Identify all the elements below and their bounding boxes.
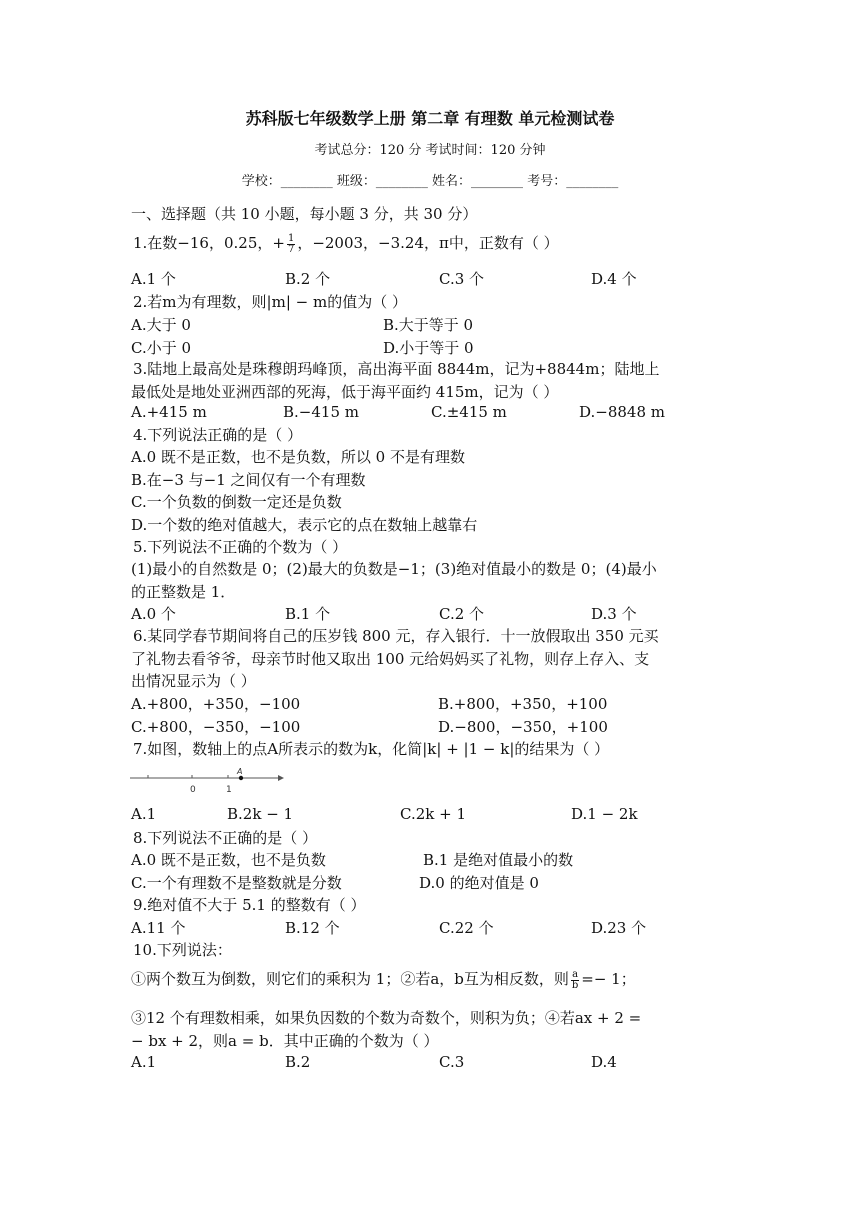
- q3-option-c: C.±415 m: [431, 403, 507, 421]
- question-3-stem-line1: 3.陆地上最高处是珠穆朗玛峰顶，高出海平面 8844m，记为+8844m；陆地上: [133, 360, 660, 378]
- q6-option-d: D.−800，−350，+100: [438, 718, 608, 736]
- q5-option-a: A.0 个: [131, 605, 176, 623]
- q8-option-b: B.1 是绝对值最小的数: [423, 851, 574, 869]
- q10-line1-pre: ①两个数互为倒数，则它们的乘积为 1；②若a，b互为相反数，则: [131, 970, 569, 988]
- q2-option-c: C.小于 0: [131, 339, 192, 357]
- q1-option-c: C.3 个: [439, 270, 485, 288]
- number-line-figure: [128, 764, 288, 796]
- page-title: 苏科版七年级数学上册 第二章 有理数 单元检测试卷: [245, 109, 615, 128]
- q4-option-c: C.一个负数的倒数一定还是负数: [131, 493, 342, 511]
- question-8-stem: 8.下列说法不正确的是（ ）: [133, 829, 318, 847]
- q6-option-a: A.+800，+350，−100: [131, 695, 301, 713]
- q7-option-b: B.2k − 1: [227, 805, 294, 823]
- q8-option-d: D.0 的绝对值是 0: [419, 874, 539, 892]
- q1-frac-den: 7: [287, 243, 295, 255]
- q5-option-b: B.1 个: [285, 605, 331, 623]
- q6-option-c: C.+800，−350，−100: [131, 718, 301, 736]
- q7-option-c: C.2k + 1: [400, 805, 466, 823]
- q8-option-c: C.一个有理数不是整数就是分数: [131, 874, 342, 892]
- exam-info: 考试总分：120 分 考试时间：120 分钟: [314, 143, 546, 158]
- q3-option-a: A.+415 m: [131, 403, 207, 421]
- q7-option-d: D.1 − 2k: [571, 805, 638, 823]
- q10-frac-num: a: [572, 968, 579, 980]
- question-4-stem: 4.下列说法正确的是（ ）: [133, 426, 303, 444]
- q5-option-c: C.2 个: [439, 605, 485, 623]
- q4-option-d: D.一个数的绝对值越大，表示它的点在数轴上越靠右: [131, 516, 478, 534]
- q2-option-d: D.小于等于 0: [383, 339, 474, 357]
- number-line-arrow: [278, 775, 284, 781]
- question-3-stem-line2: 最低处是地处亚洲西部的死海，低于海平面约 415m，记为（ ）: [131, 383, 559, 401]
- q9-option-b: B.12 个: [285, 919, 340, 937]
- question-5-stem: 5.下列说法不正确的个数为（ ）: [133, 538, 348, 556]
- question-5-body-line2: 的正整数是 1．: [131, 583, 236, 601]
- q10-fraction: [571, 970, 579, 991]
- section-title: 一、选择题（共 10 小题，每小题 3 分，共 30 分）: [131, 205, 478, 223]
- q1-option-b: B.2 个: [285, 270, 331, 288]
- q1-stem-post: ，−2003，−3.24，π中，正数有（ ）: [297, 234, 559, 252]
- q10-option-d: D.4: [591, 1053, 617, 1071]
- q10-option-a: A.1: [131, 1053, 157, 1071]
- q8-option-a: A.0 既不是正数，也不是负数: [131, 851, 326, 869]
- tick-label-0: 0: [190, 785, 196, 795]
- q1-fraction: [287, 234, 295, 255]
- q3-option-b: B.−415 m: [283, 403, 359, 421]
- q10-option-b: B.2: [285, 1053, 311, 1071]
- question-6-stem-line2: 了礼物去看爷爷，母亲节时他又取出 100 元给妈妈买了礼物，则存上存入、支: [131, 650, 650, 668]
- q9-option-d: D.23 个: [591, 919, 647, 937]
- q9-option-c: C.22 个: [439, 919, 494, 937]
- q4-option-a: A.0 既不是正数，也不是负数，所以 0 不是有理数: [131, 448, 465, 466]
- q1-option-d: D.4 个: [591, 270, 637, 288]
- q2-option-b: B.大于等于 0: [383, 316, 474, 334]
- q9-option-a: A.11 个: [131, 919, 186, 937]
- question-1-stem: [133, 232, 559, 255]
- q1-stem-pre: 1.在数−16，0.25，+: [133, 234, 285, 252]
- question-10-stem: 10.下列说法：: [133, 941, 232, 959]
- question-10-item-line2: ③12 个有理数相乘，如果负因数的个数为奇数个，则积为负；④若ax + 2 =: [131, 1009, 642, 1027]
- q1-option-a: A.1 个: [131, 270, 176, 288]
- q3-option-d: D.−8848 m: [579, 403, 665, 421]
- point-a: [239, 776, 243, 780]
- q5-option-d: D.3 个: [591, 605, 637, 623]
- question-7-stem: 7.如图，数轴上的点A所表示的数为k，化简|k| + |1 − k|的结果为（ ）: [133, 740, 610, 758]
- q6-option-b: B.+800，+350，+100: [438, 695, 608, 713]
- question-10-item-line1: [131, 968, 636, 991]
- question-5-body-line1: (1)最小的自然数是 0；(2)最大的负数是−1；(3)绝对值最小的数是 0；(4)最小: [131, 560, 657, 578]
- q7-option-a: A.1: [131, 805, 157, 823]
- q10-line1-post: =− 1；: [581, 970, 636, 988]
- question-2-stem: 2.若m为有理数，则|m| − m的值为（ ）: [133, 293, 407, 311]
- question-6-stem-line3: 出情况显示为（ ）: [131, 672, 256, 690]
- q10-option-c: C.3: [439, 1053, 465, 1071]
- point-a-label: A: [237, 767, 243, 776]
- tick-label-1: 1: [226, 785, 232, 795]
- q1-frac-num: 1: [287, 232, 295, 244]
- question-6-stem-line1: 6.某同学春节期间将自己的压岁钱 800 元，存入银行．十一放假取出 350 元买: [133, 627, 659, 645]
- q10-frac-den: b: [571, 979, 579, 991]
- question-10-item-line3: − bx + 2，则a = b．其中正确的个数为（ ）: [131, 1032, 439, 1050]
- q2-option-a: A.大于 0: [131, 316, 191, 334]
- student-fields: 学校：________ 班级：________ 姓名：________ 考号：________: [241, 174, 619, 189]
- question-9-stem: 9.绝对值不大于 5.1 的整数有（ ）: [133, 896, 366, 914]
- q4-option-b: B.在−3 与−1 之间仅有一个有理数: [131, 471, 366, 489]
